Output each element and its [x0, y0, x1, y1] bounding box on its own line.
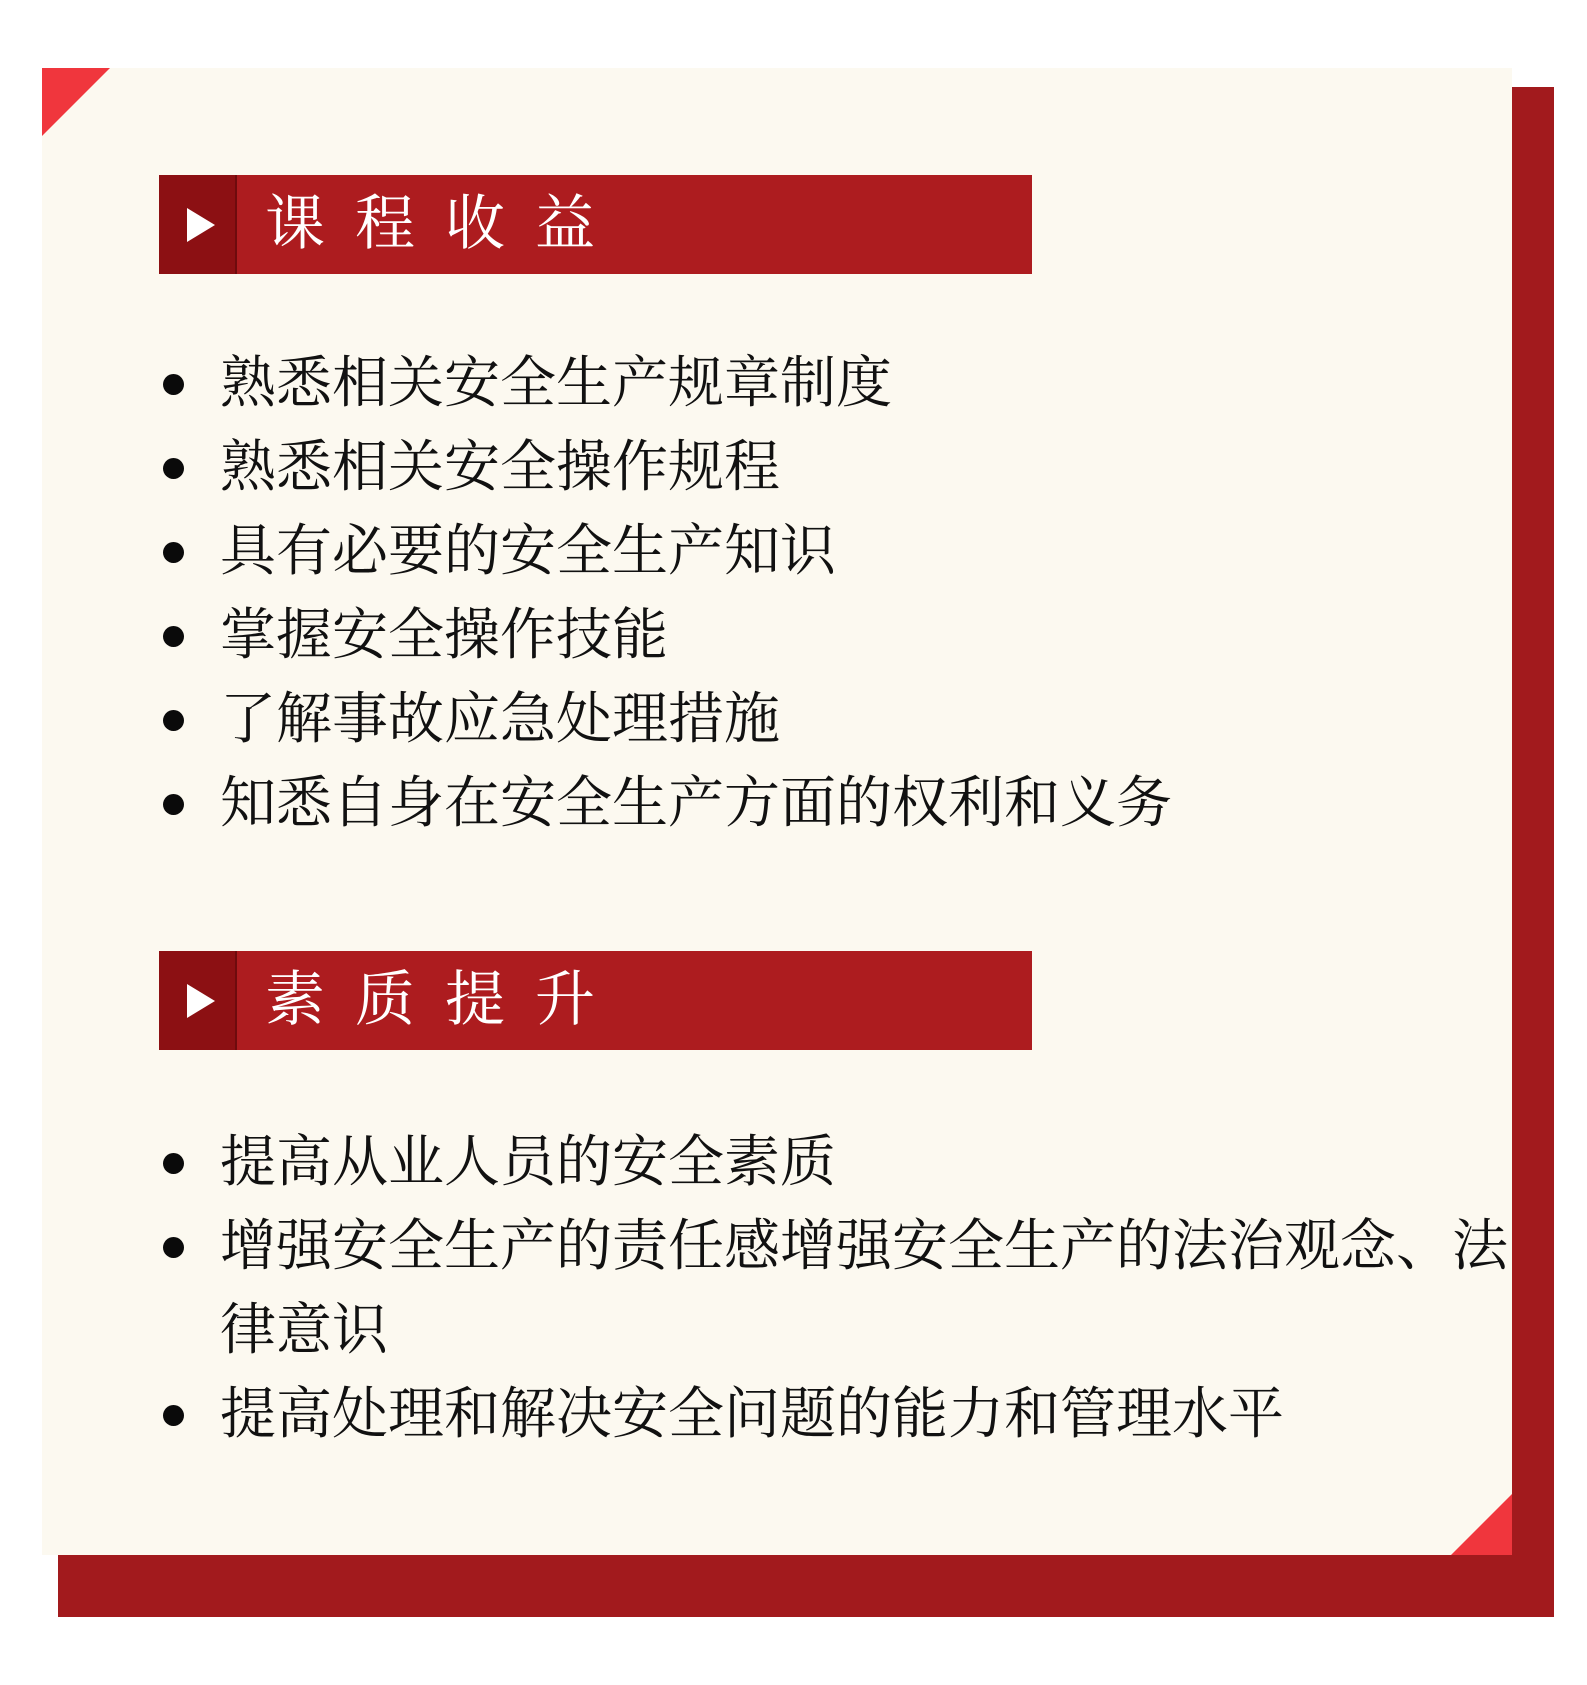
corner-accent-bottom-right	[1451, 1494, 1512, 1555]
bullet-icon	[163, 542, 184, 563]
list-item: 熟悉相关安全操作规程	[159, 426, 1520, 510]
play-icon	[187, 208, 215, 242]
corner-accent-top-left	[42, 68, 110, 136]
list-item: 知悉自身在安全生产方面的权利和义务	[159, 762, 1520, 846]
section-title: 课程收益	[265, 189, 625, 259]
course-benefits-list	[159, 342, 1520, 846]
bullet-icon	[163, 710, 184, 731]
list-item: 提高从业人员的安全素质	[159, 1121, 1520, 1205]
list-item: 熟悉相关安全生产规章制度	[159, 342, 1520, 426]
quality-improvement-list	[159, 1121, 1520, 1457]
section-title: 素质提升	[265, 965, 625, 1035]
play-icon	[187, 984, 215, 1018]
section-header-course-benefits	[159, 175, 1032, 274]
list-item: 掌握安全操作技能	[159, 594, 1520, 678]
bullet-icon	[163, 374, 184, 395]
list-item: 具有必要的安全生产知识	[159, 510, 1520, 594]
bullet-icon	[163, 458, 184, 479]
list-item: 了解事故应急处理措施	[159, 678, 1520, 762]
play-icon-box	[159, 951, 237, 1050]
list-item: 提高处理和解决安全问题的能力和管理水平	[159, 1373, 1520, 1457]
bullet-icon	[163, 1237, 184, 1258]
section-header-quality-improvement	[159, 951, 1032, 1050]
bullet-icon	[163, 1405, 184, 1426]
bullet-icon	[163, 626, 184, 647]
play-icon-box	[159, 175, 237, 274]
list-item: 增强安全生产的责任感增强安全生产的法治观念、法律意识	[159, 1205, 1520, 1373]
bullet-icon	[163, 794, 184, 815]
bullet-icon	[163, 1153, 184, 1174]
